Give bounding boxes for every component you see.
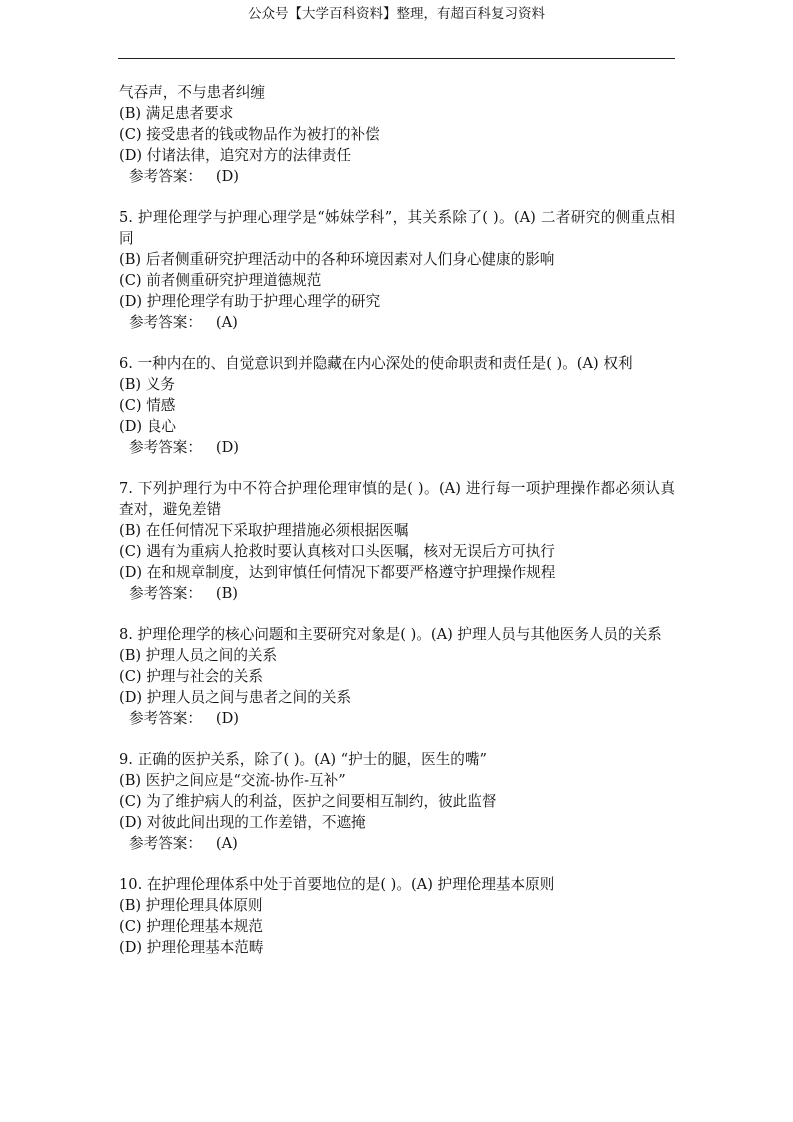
document-body [119,82,675,958]
question-stem: 7. 下列护理行为中不符合护理伦理审慎的是( )。(A) 进行每一项护理操作都必须认真查对，避免差错 [119,480,675,518]
option-d: (D) 护理人员之间与患者之间的关系 [119,689,352,706]
question-5 [119,207,675,333]
question-stem: 10. 在护理伦理体系中处于首要地位的是( )。(A) 护理伦理基本原则 [119,876,555,893]
question-10 [119,874,675,958]
question-7 [119,478,675,604]
option-d: (D) 对彼此间出现的工作差错，不遮掩 [119,814,366,831]
option-b: (B) 义务 [119,376,175,393]
question-8 [119,624,675,729]
answer-line: 参考答案： (B) [129,585,238,602]
answer-line: 参考答案： (D) [129,710,239,727]
option-d: (D) 护理伦理学有助于护理心理学的研究 [119,293,381,310]
question-stem: 6. 一种内在的、自觉意识到并隐藏在内心深处的使命职责和责任是( )。(A) 权利 [119,355,633,372]
option-d: (D) 良心 [119,418,176,435]
answer-line: 参考答案： (A) [129,835,238,852]
answer-line: 参考答案： (D) [129,439,239,456]
option-b: (B) 在任何情况下采取护理措施必须根据医嘱 [119,522,409,539]
option-d: (D) 在和规章制度，达到审慎任何情况下都要严格遵守护理操作规程 [119,564,556,581]
option-c: (C) 情感 [119,397,176,414]
option-b: (B) 护理伦理具体原则 [119,897,263,914]
continued-question [119,82,675,187]
option-c: (C) 护理伦理基本规范 [119,918,263,935]
page-header: 公众号【大学百科资料】整理，有超百科复习资料 [248,6,545,22]
option-d: (D) 护理伦理基本范畴 [119,939,264,956]
continued-stem-line: 气吞声，不与患者纠缠 [119,84,265,101]
header-divider [118,58,675,59]
answer-line: 参考答案： (A) [129,314,238,331]
answer-line: 参考答案： (D) [129,168,239,185]
option-b: (B) 医护之间应是“交流-协作-互补” [119,772,346,789]
question-stem: 9. 正确的医护关系，除了( )。(A) “护士的腿，医生的嘴” [119,751,487,768]
option-d: (D) 付诸法律，追究对方的法律责任 [119,147,352,164]
option-c: (C) 遇有为重病人抢救时要认真核对口头医嘱，核对无误后方可执行 [119,543,555,560]
option-c: (C) 接受患者的钱或物品作为被打的补偿 [119,126,380,143]
question-stem: 8. 护理伦理学的核心问题和主要研究对象是( )。(A) 护理人员与其他医务人员的关系 [119,626,662,643]
option-b: (B) 后者侧重研究护理活动中的各种环境因素对人们身心健康的影响 [119,251,555,268]
question-9 [119,749,675,854]
option-c: (C) 为了维护病人的利益，医护之间要相互制约，彼此监督 [119,793,497,810]
option-b: (B) 满足患者要求 [119,105,234,122]
question-6 [119,353,675,458]
option-b: (B) 护理人员之间的关系 [119,647,278,664]
option-c: (C) 前者侧重研究护理道德规范 [119,272,322,289]
question-stem: 5. 护理伦理学与护理心理学是“姊妹学科”，其关系除了( )。(A) 二者研究的侧重点相同 [119,209,675,247]
option-c: (C) 护理与社会的关系 [119,668,263,685]
